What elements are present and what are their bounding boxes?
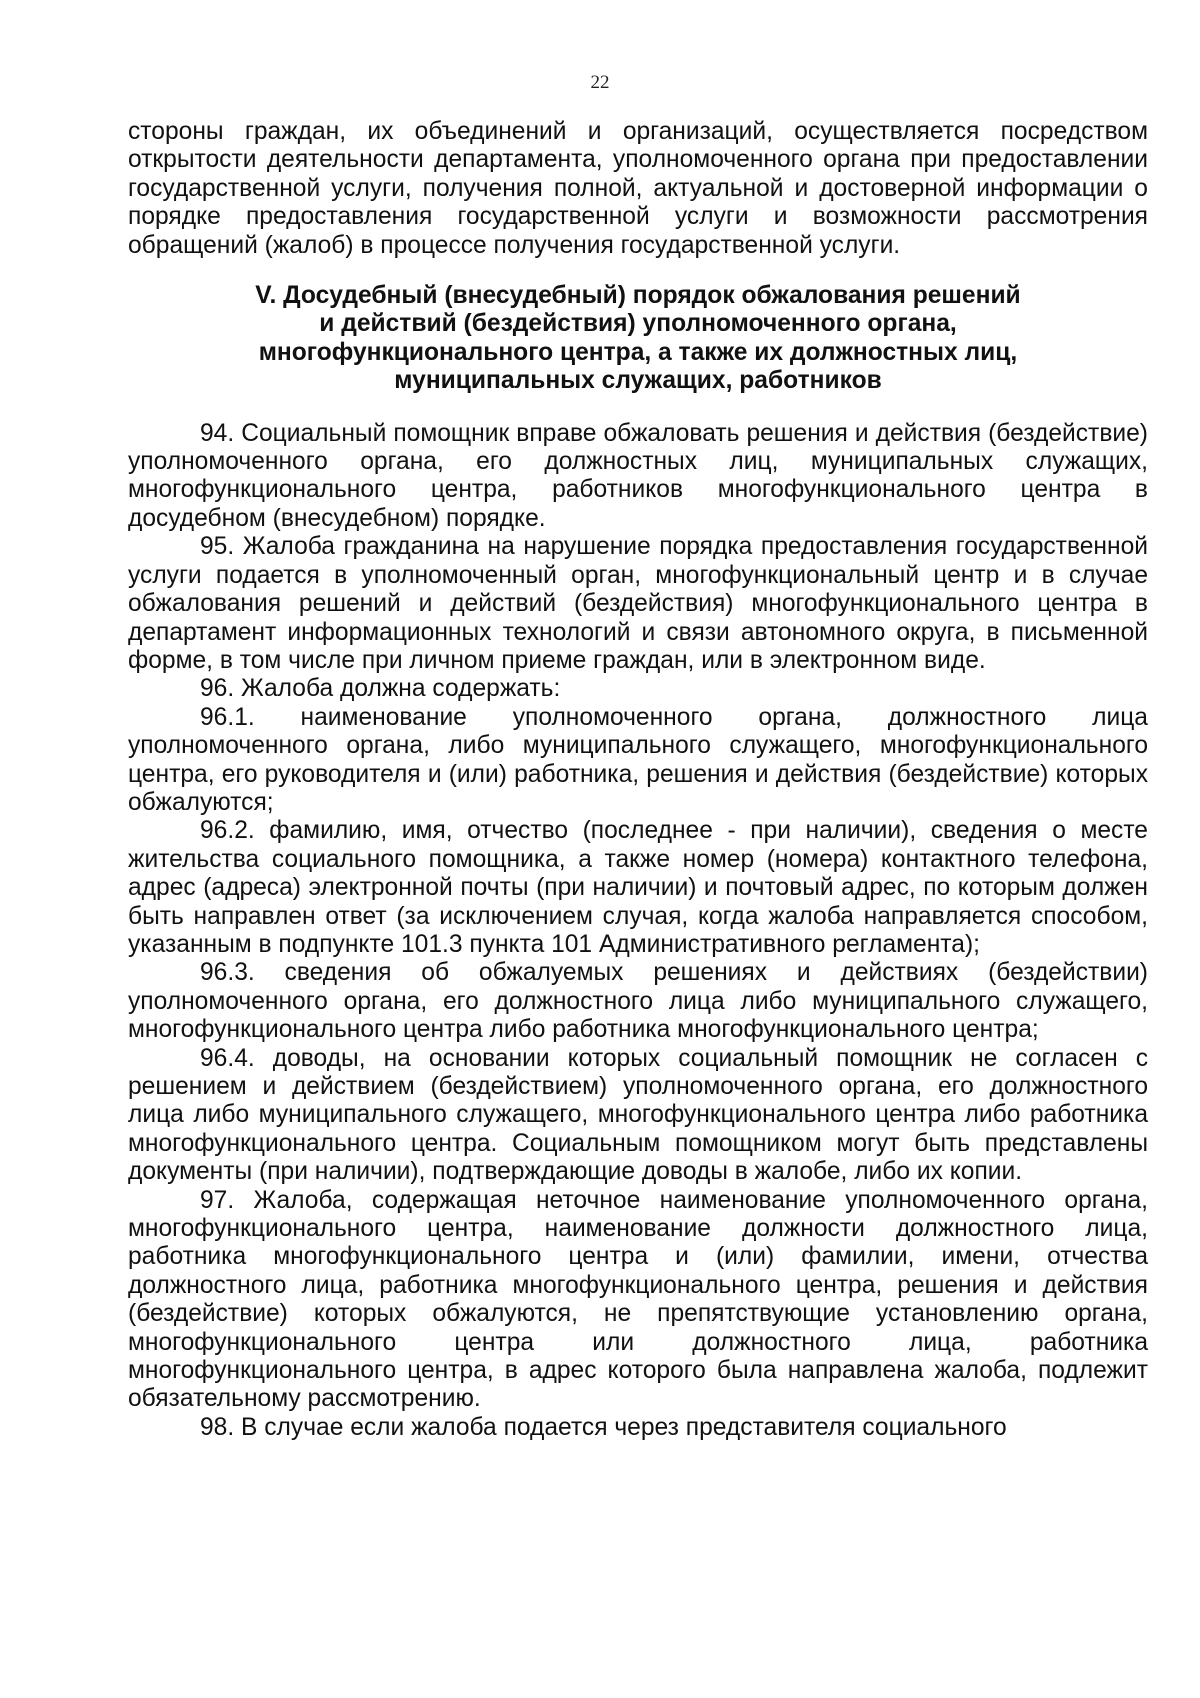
paragraph-95: 95. Жалоба гражданина на нарушение порядка предоставления государственной услуги подается в уполномоченный орган, многофункциональный центр и в случае обжалования решений и действий (бездействия) многофункционального центра в департамент информационных технологий и связи автономного округа, в письменной форме, в том числе при личном приеме граждан, или в электронном виде. — [128, 533, 1148, 674]
paragraph-96-3: 96.3. сведения об обжалуемых решениях и действиях (бездействии) уполномоченного органа, его должностного лица либо муниципального служащего, многофункционального центра либо работника многофункционального центра; — [128, 959, 1148, 1044]
paragraph-96: 96. Жалоба должна содержать: — [200, 675, 561, 703]
paragraph-96-1: 96.1. наименование уполномоченного органа, должностного лица уполномоченного органа, либо муниципального служащего, многофункционального центра, его руководителя и (или) работника, решения и действия (бездействие) которых обжалуются; — [128, 703, 1148, 816]
section-heading-line-1: V. Досудебный (внесудебный) порядок обжалования решений — [255, 282, 1021, 310]
section-heading — [128, 282, 1148, 396]
section-heading-line-2: и действий (бездействия) уполномоченного органа, — [319, 310, 957, 338]
paragraph-97: 97. Жалоба, содержащая неточное наименование уполномоченного органа, многофункционального центра, наименование должности должностного лица, работника многофункционального центра и (или) фамилии, имени, отчества должностного лица, работника многофункционального центра, решения и действия (бездействие) которых обжалуются, не препятствующие установлению органа, многофункционального центра или должностного лица, работника многофункционального центра, в адрес которого была направлена жалоба, подлежит обязательному рассмотрению. — [128, 1186, 1148, 1413]
paragraph-98: 98. В случае если жалоба подается через представителя социального — [200, 1413, 1007, 1441]
paragraph-96-4: 96.4. доводы, на основании которых социальный помощник не согласен с решением и действием (бездействием) уполномоченного органа, его должностного лица либо муниципального служащего, многофункционального центра либо работника многофункционального центра. Социальным помощником могут быть представлены документы (при наличии), подтверждающие доводы в жалобе, либо их копии. — [128, 1044, 1148, 1186]
paragraph-94: 94. Социальный помощник вправе обжаловать решения и действия (бездействие) уполномоченного органа, его должностных лиц, муниципальных служащих, многофункционального центра, работников многофункционального центра в досудебном (внесудебном) порядке. — [128, 419, 1148, 532]
page-number: 22 — [590, 72, 610, 93]
section-heading-line-4: муниципальных служащих, работников — [394, 367, 882, 395]
intro-paragraph: стороны граждан, их объединений и организаций, осуществляется посредством открытости деятельности департамента, уполномоченного органа при предоставлении государственной услуги, получения полной, актуальной и достоверной информации о порядке предоставления государственной услуги и возможности рассмотрения обращений (жалоб) в процессе получения государственной услуги. — [128, 118, 1148, 259]
paragraph-96-2: 96.2. фамилию, имя, отчество (последнее - при наличии), сведения о месте жительства социального помощника, а также номер (номера) контактного телефона, адрес (адреса) электронной почты (при наличии) и почтовый адрес, по которым должен быть направлен ответ (за исключением случая, когда жалоба направляется способом, указанным в подпункте 101.3 пункта 101 Административного регламента); — [128, 817, 1148, 958]
document-body — [128, 118, 1148, 1442]
section-heading-line-3: многофункционального центра, а также их должностных лиц, — [258, 338, 1018, 366]
